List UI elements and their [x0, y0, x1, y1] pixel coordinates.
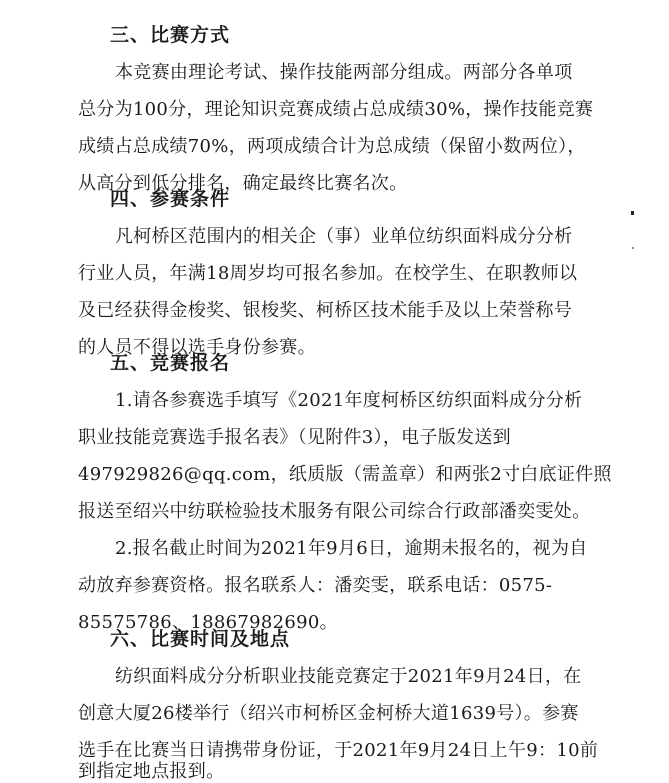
section-3-line-3: 成绩占总成绩70%，两项成绩合计为总成绩（保留小数两位），	[78, 136, 586, 157]
section-3-line-1: 本竞赛由理论考试、操作技能两部分组成。两部分各单项	[115, 62, 573, 83]
section-6-line-1: 纺织面料成分分析职业技能竞赛定于2021年9月24日，在	[115, 666, 582, 687]
section-4-line-2: 行业人员，年满18周岁均可报名参加。在校学生、在职教师以	[78, 263, 578, 284]
section-5-item-1-line-2: 职业技能竞赛选手报名表》（见附件3），电子版发送到	[78, 427, 511, 448]
section-3-line-2: 总分为100分，理论知识竞赛成绩占总成绩30%，操作技能竞赛	[78, 99, 594, 120]
section-3-line-4: 从高分到低分排名，确定最终比赛名次。	[78, 173, 408, 194]
section-4-heading: 四、参赛条件	[110, 188, 231, 210]
section-4-line-1: 凡柯桥区范围内的相关企（事）业单位纺织面料成分分析	[115, 226, 573, 247]
scan-speck-mark	[632, 247, 634, 249]
section-5-heading: 五、竞赛报名	[110, 352, 231, 374]
section-6-heading: 六、比赛时间及地点	[110, 628, 291, 650]
section-4-line-3: 及已经获得金梭奖、银梭奖、柯桥区技术能手及以上荣誉称号	[78, 300, 573, 321]
section-5-item-1-line-4: 报送至绍兴中纺联检验技术服务有限公司综合行政部潘奕雯处。	[78, 501, 591, 522]
section-6-line-3: 选手在比赛当日请携带身份证，于2021年9月24日上午9：10前	[78, 740, 599, 761]
section-5-item-2-line-2: 动放弃参赛资格。报名联系人：潘奕雯，联系电话：0575-	[78, 575, 553, 596]
section-5-item-1-line-1: 1.请各参赛选手填写《2021年度柯桥区纺织面料成分分析	[115, 390, 583, 411]
section-3-heading: 三、比赛方式	[110, 24, 231, 46]
section-5-item-1-line-3: 497929826@qq.com，纸质版（需盖章）和两张2寸白底证件照	[78, 464, 612, 485]
section-6-line-2: 创意大厦26楼举行（绍兴市柯桥区金柯桥大道1639号）。参赛	[78, 703, 579, 724]
scan-speck-mark	[631, 211, 634, 215]
section-5-item-2-line-3: 85575786、18867982690。	[78, 612, 338, 633]
section-4-line-4: 的人员不得以选手身份参赛。	[78, 337, 316, 358]
section-5-item-2-line-1: 2.报名截止时间为2021年9月6日，逾期未报名的，视为自	[115, 538, 588, 559]
section-6-line-4: 到指定地点报到。	[78, 761, 225, 782]
